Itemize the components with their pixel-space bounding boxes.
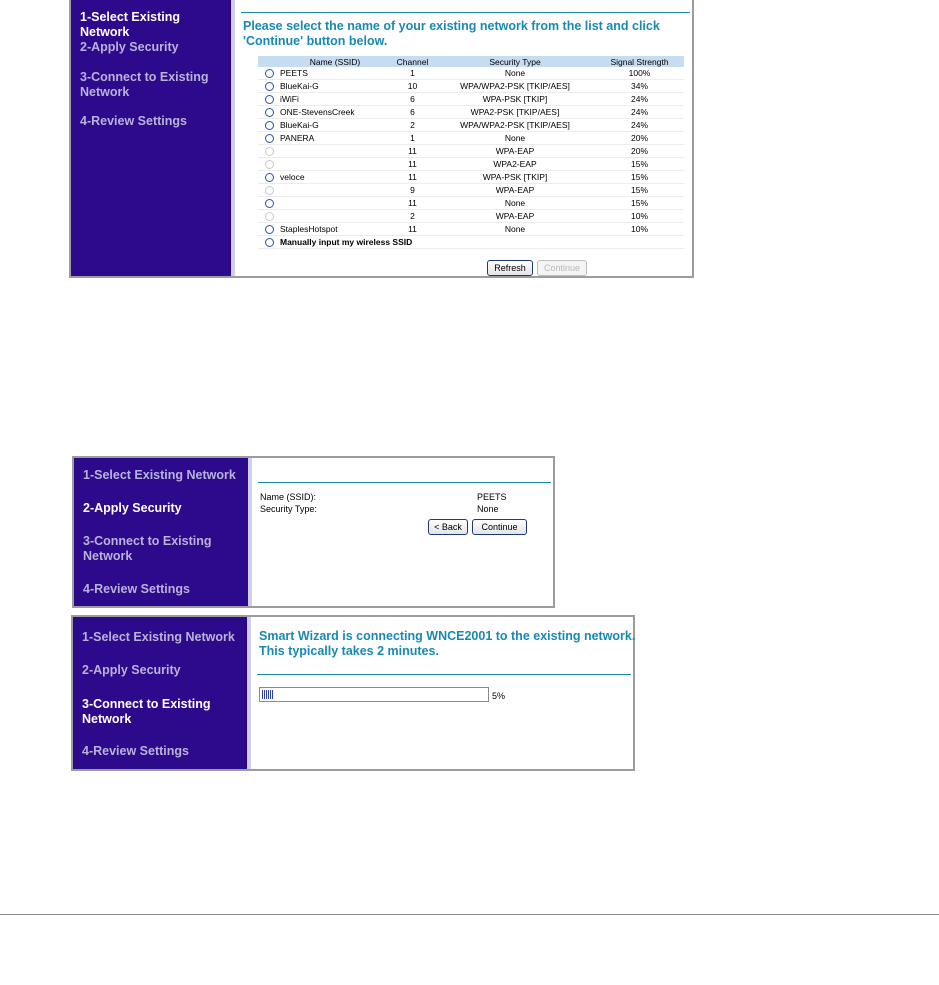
wizard-sidebar: [71, 0, 235, 276]
network-security: None: [435, 223, 595, 236]
network-radio[interactable]: [265, 225, 274, 234]
network-radio: [265, 147, 274, 156]
network-channel: 11: [390, 197, 435, 210]
apply-security-panel: [72, 456, 555, 608]
network-signal: 10%: [595, 210, 684, 223]
step-select-network[interactable]: 1-Select Existing Network: [83, 468, 236, 482]
network-row[interactable]: [258, 80, 684, 93]
network-channel: 2: [390, 210, 435, 223]
continue-button[interactable]: Continue: [537, 260, 587, 276]
network-channel: 11: [390, 223, 435, 236]
radio-cell: [258, 197, 280, 210]
network-row[interactable]: [258, 119, 684, 132]
wizard-content: [235, 0, 692, 276]
network-ssid: [280, 184, 390, 197]
network-radio[interactable]: [265, 82, 274, 91]
ssid-value: PEETS: [477, 492, 507, 502]
network-signal: 34%: [595, 80, 684, 93]
back-button[interactable]: < Back: [428, 519, 468, 535]
network-channel: 6: [390, 106, 435, 119]
radio-cell: [258, 158, 280, 171]
network-channel: 2: [390, 119, 435, 132]
step-select-network[interactable]: 1-Select Existing Network: [82, 630, 235, 644]
radio-cell: [258, 132, 280, 145]
column-header-signal: Signal Strength: [595, 56, 684, 67]
column-header-ssid: Name (SSID): [280, 56, 390, 67]
network-table: [258, 56, 684, 249]
security-type-label: Security Type:: [260, 504, 317, 514]
network-radio[interactable]: [265, 173, 274, 182]
network-radio[interactable]: [265, 95, 274, 104]
table-header-row: [258, 56, 684, 67]
column-header-channel: Channel: [390, 56, 435, 67]
network-security: WPA/WPA2-PSK [TKIP/AES]: [435, 119, 595, 132]
network-row[interactable]: [258, 197, 684, 210]
network-signal: 24%: [595, 106, 684, 119]
network-radio[interactable]: [265, 134, 274, 143]
wizard-content: [251, 617, 636, 769]
network-row: [258, 145, 684, 158]
network-security: None: [435, 132, 595, 145]
manual-ssid-row[interactable]: [258, 236, 684, 249]
network-channel: 11: [390, 171, 435, 184]
network-row: [258, 184, 684, 197]
network-security: WPA-PSK [TKIP]: [435, 93, 595, 106]
radio-cell: [258, 171, 280, 184]
radio-cell: [258, 145, 280, 158]
radio-cell: [258, 80, 280, 93]
wizard-content: [252, 458, 553, 606]
step-apply-security[interactable]: 2-Apply Security: [82, 663, 181, 677]
radio-cell: [258, 67, 280, 80]
step-review-settings[interactable]: 4-Review Settings: [80, 114, 187, 128]
network-security: WPA-EAP: [435, 210, 595, 223]
network-signal: 15%: [595, 184, 684, 197]
radio-cell: [258, 184, 280, 197]
network-radio[interactable]: [265, 199, 274, 208]
column-header-security: Security Type: [435, 56, 595, 67]
step-apply-security[interactable]: 2-Apply Security: [80, 40, 179, 54]
network-security: WPA-EAP: [435, 145, 595, 158]
progress-fill: [262, 690, 273, 699]
radio-column-header: [258, 56, 280, 67]
network-row[interactable]: [258, 132, 684, 145]
network-ssid: BlueKai-G: [280, 80, 390, 93]
step-review-settings[interactable]: 4-Review Settings: [82, 744, 189, 758]
radio-cell: [258, 223, 280, 236]
network-row[interactable]: [258, 171, 684, 184]
ssid-label: Name (SSID):: [260, 492, 317, 502]
step-apply-security[interactable]: 2-Apply Security: [83, 501, 182, 515]
network-channel: 11: [390, 158, 435, 171]
step-connect-network[interactable]: 3-Connect to Existing Network: [80, 70, 209, 99]
network-radio: [265, 160, 274, 169]
network-ssid: [280, 145, 390, 158]
network-signal: 100%: [595, 67, 684, 80]
network-security: None: [435, 197, 595, 210]
network-security: None: [435, 67, 595, 80]
network-radio[interactable]: [265, 108, 274, 117]
network-security: WPA-EAP: [435, 184, 595, 197]
radio-cell: [258, 210, 280, 223]
network-row[interactable]: [258, 67, 684, 80]
connecting-message: Smart Wizard is connecting WNCE2001 to the existing network. This typically takes 2 minutes.: [259, 629, 636, 658]
radio-cell: [258, 119, 280, 132]
network-channel: 6: [390, 93, 435, 106]
connect-network-panel: [71, 615, 635, 771]
network-signal: 15%: [595, 171, 684, 184]
network-row[interactable]: [258, 223, 684, 236]
network-signal: 20%: [595, 132, 684, 145]
network-security: WPA2-PSK [TKIP/AES]: [435, 106, 595, 119]
step-select-network[interactable]: 1-Select Existing Network: [80, 10, 181, 39]
network-security: WPA2-EAP: [435, 158, 595, 171]
network-ssid: PANERA: [280, 132, 390, 145]
network-ssid: veloce: [280, 171, 390, 184]
network-signal: 15%: [595, 158, 684, 171]
network-row: [258, 158, 684, 171]
network-radio[interactable]: [265, 121, 274, 130]
wizard-sidebar: [73, 617, 251, 769]
network-radio: [265, 186, 274, 195]
network-radio: [265, 212, 274, 221]
divider: [257, 674, 631, 675]
connection-progress-bar: [259, 687, 489, 702]
network-ssid: BlueKai-G: [280, 119, 390, 132]
progress-percent: 5%: [492, 691, 506, 701]
network-row: [258, 210, 684, 223]
network-channel: 11: [390, 145, 435, 158]
network-signal: 15%: [595, 197, 684, 210]
step-review-settings[interactable]: 4-Review Settings: [83, 582, 190, 596]
radio-cell: [258, 106, 280, 119]
network-ssid: ONE-StevensCreek: [280, 106, 390, 119]
network-channel: 1: [390, 67, 435, 80]
network-channel: 9: [390, 184, 435, 197]
step-connect-network[interactable]: 3-Connect to Existing Network: [82, 697, 211, 726]
network-channel: 10: [390, 80, 435, 93]
network-ssid: StaplesHotspot: [280, 223, 390, 236]
radio-cell: [258, 93, 280, 106]
network-row[interactable]: [258, 106, 684, 119]
network-signal: 20%: [595, 145, 684, 158]
wizard-sidebar: [74, 458, 252, 606]
divider: [258, 482, 551, 483]
network-channel: 1: [390, 132, 435, 145]
step-connect-network[interactable]: 3-Connect to Existing Network: [83, 534, 212, 563]
continue-button[interactable]: Continue: [472, 519, 527, 535]
network-ssid: [280, 158, 390, 171]
refresh-button[interactable]: Refresh: [487, 260, 533, 276]
network-ssid: [280, 197, 390, 210]
divider: [241, 12, 690, 13]
network-signal: 10%: [595, 223, 684, 236]
manual-ssid-radio[interactable]: [265, 238, 274, 247]
network-ssid: PEETS: [280, 67, 390, 80]
network-signal: 24%: [595, 93, 684, 106]
network-signal: 24%: [595, 119, 684, 132]
network-security: WPA-PSK [TKIP]: [435, 171, 595, 184]
manual-ssid-label: Manually input my wireless SSID: [280, 236, 684, 249]
network-list: [258, 67, 684, 236]
network-ssid: [280, 210, 390, 223]
security-type-value: None: [477, 504, 499, 514]
instruction-text: Please select the name of your existing network from the list and click 'Continue' button below.: [243, 19, 660, 48]
network-security: WPA/WPA2-PSK [TKIP/AES]: [435, 80, 595, 93]
network-row[interactable]: [258, 93, 684, 106]
network-ssid: iWiFi: [280, 93, 390, 106]
network-radio[interactable]: [265, 69, 274, 78]
select-network-panel: [69, 0, 694, 278]
page-footer-rule: [0, 914, 939, 915]
